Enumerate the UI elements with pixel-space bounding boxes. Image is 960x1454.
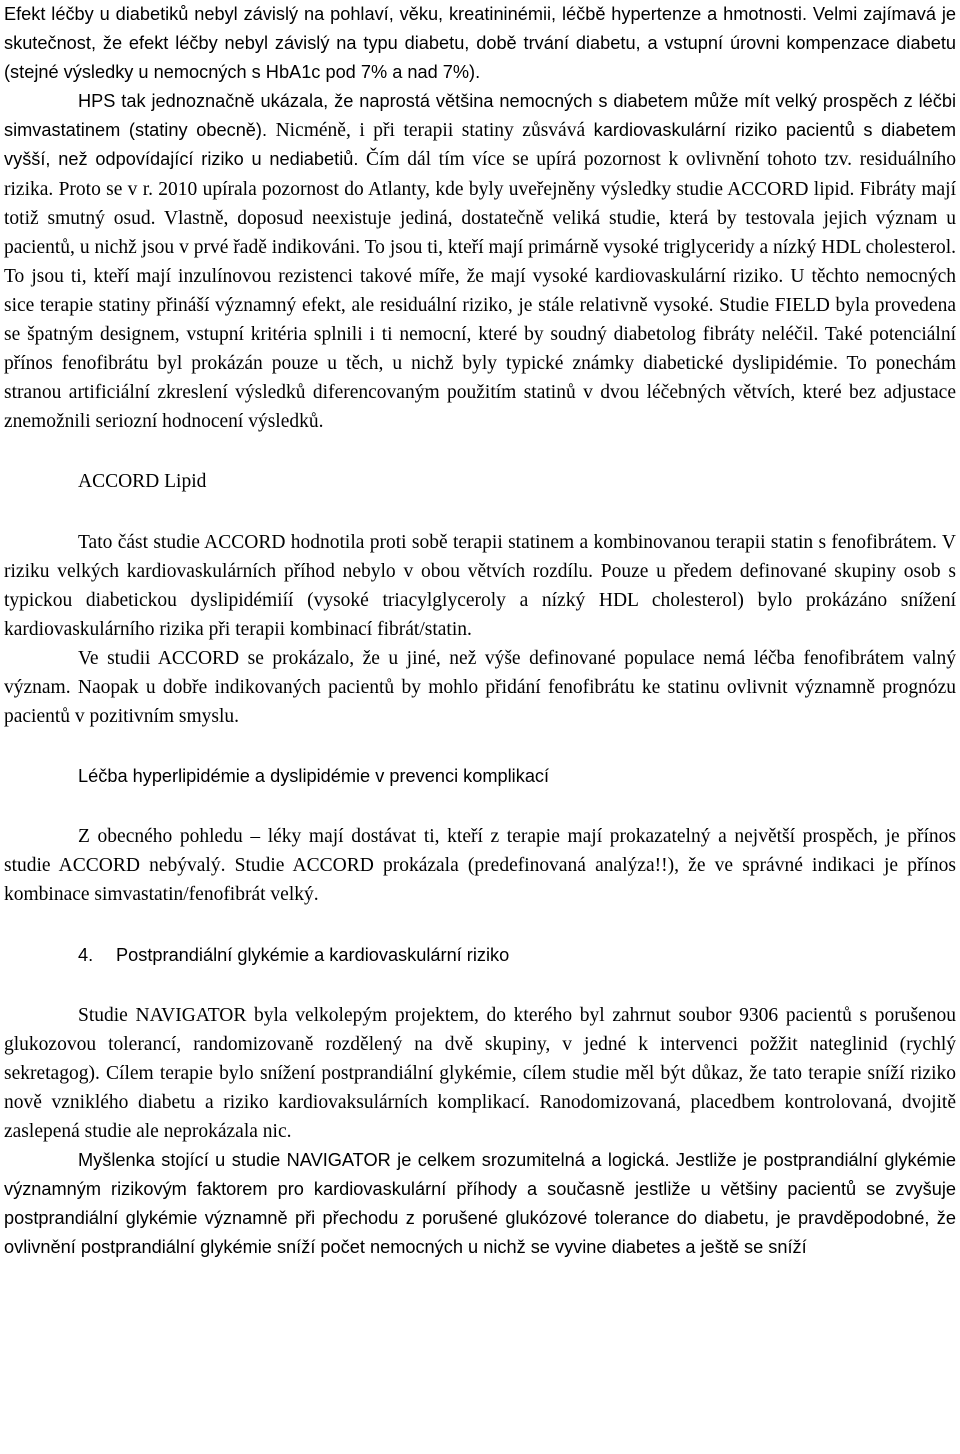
paragraph-navigator-idea: Myšlenka stojící u studie NAVIGATOR je celkem srozumitelná a logická. Jestliže je postprandiální glykémie významným rizikovým faktorem pro kardiovaskulární příhody a současně jestliže u většiny pacientů se zvyšuje postprandiální glykémie významně při přechodu z porušené glukózové tolerance do diabetu, je pravděpodobné, že ovlivnění postprandiální glykémie sníží počet nemocných u nichž se vyvine diabetes a ještě se sníží — [4, 1150, 956, 1258]
paragraph-hps-part-2: Nicméně, i při terapii statiny zůsvává — [275, 120, 586, 142]
heading-lecba-hyperlipidemie: Léčba hyperlipidémie a dyslipidémie v prevenci komplikací — [78, 766, 550, 787]
spacer — [4, 791, 956, 822]
paragraph-navigator-study: Studie NAVIGATOR byla velkolepým projektem, do kterého byl zahrnut soubor 9306 pacientů s porušenou glukozovou tolerancí, randomizovaně rozdělený na dvě skupiny, v jedné k intervenci požžit nateglinid (rychlý sekretagog). Cílem terapie bylo snížení postprandiální glykémie, cílem studie měl být důkaz, že tato terapie sníží riziko nově vzniklého diabetu a riziko kardiovaksulárních komplikací. Ranodomizovaná, placedbem kontrolovaná, dvojitě zaslepená studie ale neprokázala nic. — [4, 1004, 956, 1142]
heading-postprandialni-glykemie — [4, 941, 956, 970]
paragraph-hps-part-3: kardiovaskulární riziko pacientů s diabetem vyšší, než odpovídající riziko u nediabetiů. — [4, 120, 956, 170]
paragraph-hps — [4, 87, 956, 436]
heading-accord-lipid: ACCORD Lipid — [78, 471, 207, 493]
paragraph-ve-studii-accord: Ve studii ACCORD se prokázalo, že u jiné, než výše definované populace nemá léčba fenofibrátem valný význam. Naopak u dobře indikovaných pacientů by mohlo přidání fenofibrátu ke statinu ovlivnit významně prognózu pacientů v pozitivním smyslu. — [4, 647, 956, 728]
spacer — [4, 970, 956, 1001]
spacer — [4, 731, 956, 762]
paragraph-hps-part-1: HPS tak jednoznačně ukázala, že naprostá většina nemocných s diabetem může mít velký prospěch z léčbi simvastatinem (statiny obecně). — [4, 91, 956, 141]
paragraph-z-obecneho-pohledu: Z obecného pohledu – léky mají dostávat ti, kteří z terapie mají prokazatelný a největší prospěch, je přínos studie ACCORD nebývalý. Studie ACCORD prokázala (predefinovaná analýza!!), že ve správné indikaci je přínos kombinace simvastatin/fenofibrát velký. — [4, 826, 956, 906]
heading-text: Postprandiální glykémie a kardiovaskulární riziko — [116, 944, 510, 965]
spacer — [4, 910, 956, 941]
spacer — [4, 436, 956, 467]
paragraph-accord-part: Tato část studie ACCORD hodnotila proti sobě terapii statinem a kombinovanou terapii statin s fenofibrátem. V riziku velkých kardiovaskulárních příhod nebylo v obou větvích rozdílu. Pouze u předem definované skupiny osob s typickou diabetickou dyslipidémiíí (vysoké triacylglyceroly a nízký HDL cholesterol) bylo prokázáno snížení kardiovaskulárního rizika při terapii kombinací fibrát/statin. — [4, 531, 956, 640]
spacer — [4, 497, 956, 528]
paragraph-efekt-lecby: Efekt léčby u diabetiků nebyl závislý na pohlaví, věku, kreatininémii, léčbě hypertenze a hmotnosti. Velmi zajímavá je skutečnost, že efekt léčby nebyl závislý na typu diabetu, době trvání diabetu, a vstupní úrovni kompenzace diabetu (stejné výsledky u nemocných s HbA1c pod 7% a nad 7%). — [4, 4, 956, 83]
paragraph-hps-part-4: Čím dál tím více se upírá pozornost k ovlivnění tohoto tzv. residuálního rizika. Proto se v r. 2010 upírala pozornost do Atlanty, kde byly uveřejněny výsledky studie ACCORD lipid. Fibráty mají totiž smutný osud. Vlastně, doposud neexistuje jediná, dostatečně veliká studie, která by testovala jejich význam u pacientů, u nichž jsou v prvé řadě indikováni. To jsou ti, kteří mají primárně vysoké triglyceridy a nízký HDL cholesterol. To jsou ti, kteří mají inzulínovou rezistenci takové míře, že mají vysoké kardiovaskulární riziko. U těchto nemocných sice terapie statiny přináší významný efekt, ale residuální riziko, je stále relativně vysoké. Studie FIELD byla provedena se špatným designem, vstupní kritéria splnili i ti nemocní, které by soudný diabetolog fibráty neléčil. Také potenciální přínos fenofibrátu byl prokázán pouze u těch, u nichž byly typické známky diabetické dyslipidémie. To ponechám stranou artificiální zkreslení výsledků diferencovaným použitím statinů v dvou léčebných větvích, které bez adjustace znemožnili seriozní hodnocení výsledků. — [4, 149, 956, 433]
heading-number: 4. — [78, 944, 94, 965]
